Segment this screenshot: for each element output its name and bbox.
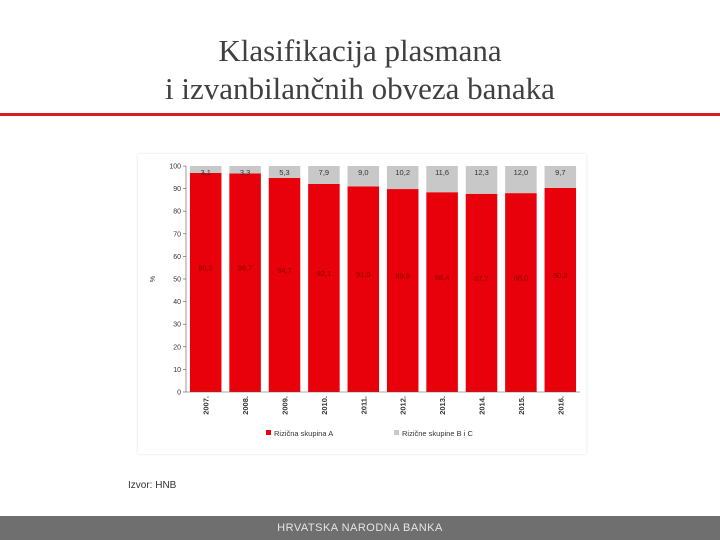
x-tick-label: 2009. (280, 396, 290, 415)
y-tick-label: 30 (173, 321, 181, 329)
y-tick-label: 60 (173, 253, 181, 261)
data-label-group-bc: 12,0 (513, 168, 529, 177)
y-tick-label: 0 (177, 389, 181, 397)
bar-segment-group-a (387, 189, 419, 392)
data-label-group-a: 89,8 (395, 271, 411, 281)
data-label-group-a: 92,1 (316, 268, 332, 278)
data-label-group-a: 96,7 (237, 263, 253, 273)
data-label-group-bc: 10,2 (395, 168, 411, 177)
legend-label: Rizična skupina A (274, 429, 334, 438)
data-label-group-a: 90,3 (552, 270, 568, 280)
bar-segment-group-a (505, 193, 537, 392)
data-label-group-bc: 3,1 (200, 168, 211, 177)
y-tick-label: 50 (173, 276, 181, 284)
data-label-group-a: 88,0 (513, 273, 529, 283)
data-label-group-a: 87,7 (474, 273, 489, 283)
y-tick-label: 20 (173, 344, 181, 352)
bar-segment-group-a (229, 173, 261, 392)
y-tick-label: 70 (173, 231, 181, 239)
x-tick-label: 2013. (438, 396, 448, 415)
bar-segment-group-a (269, 178, 301, 392)
x-tick-label: 2012. (398, 396, 408, 415)
data-label-group-a: 88,4 (434, 273, 450, 283)
bar-segment-group-a (466, 194, 498, 392)
data-label-group-bc: 9,7 (555, 168, 566, 177)
stacked-bar-chart (138, 154, 586, 454)
bar-segment-group-a (545, 188, 577, 392)
footer-bar (0, 516, 720, 540)
legend-swatch (394, 430, 399, 435)
slide-title (0, 32, 720, 108)
y-tick-label: 80 (173, 208, 181, 216)
y-tick-label: 10 (173, 366, 181, 374)
data-label-group-bc: 12,3 (474, 168, 489, 177)
x-tick-label: 2010. (319, 396, 329, 415)
legend-swatch (266, 430, 271, 435)
footer-text: HRVATSKA NARODNA BANKA (277, 522, 443, 534)
data-label-group-bc: 3,3 (239, 168, 251, 177)
x-tick-label: 2008. (241, 396, 251, 415)
source-note: Izvor: HNB (128, 480, 177, 491)
legend-label: Rizične skupine B i C (402, 429, 473, 438)
data-label-group-a: 94,7 (277, 265, 292, 275)
y-tick-label: 40 (173, 299, 181, 307)
title-divider (0, 113, 720, 116)
data-label-group-bc: 7,9 (318, 168, 330, 177)
y-tick-label: 100 (169, 163, 181, 171)
bar-segment-group-a (348, 186, 380, 392)
bar-segment-group-a (426, 192, 458, 392)
bar-segment-group-a (308, 184, 340, 392)
data-label-group-a: 96,9 (198, 263, 214, 273)
x-tick-label: 2015. (516, 396, 526, 415)
y-axis-label: % (150, 275, 157, 283)
data-label-group-bc: 11,6 (435, 168, 450, 177)
slide-title-line-2: i izvanbilančnih obveza banaka (165, 71, 555, 106)
x-tick-label: 2007. (201, 396, 211, 415)
chart-panel (138, 154, 586, 454)
data-label-group-bc: 9,0 (358, 168, 369, 177)
x-tick-label: 2014. (477, 396, 487, 415)
x-tick-label: 2016. (556, 396, 566, 415)
bar-segment-group-a (190, 173, 222, 392)
data-label-group-a: 91,0 (355, 270, 371, 280)
slide-title-line-1: Klasifikacija plasmana (218, 33, 502, 68)
data-label-group-bc: 5,3 (279, 168, 290, 177)
x-tick-label: 2011. (359, 396, 369, 415)
y-tick-label: 90 (173, 186, 181, 194)
